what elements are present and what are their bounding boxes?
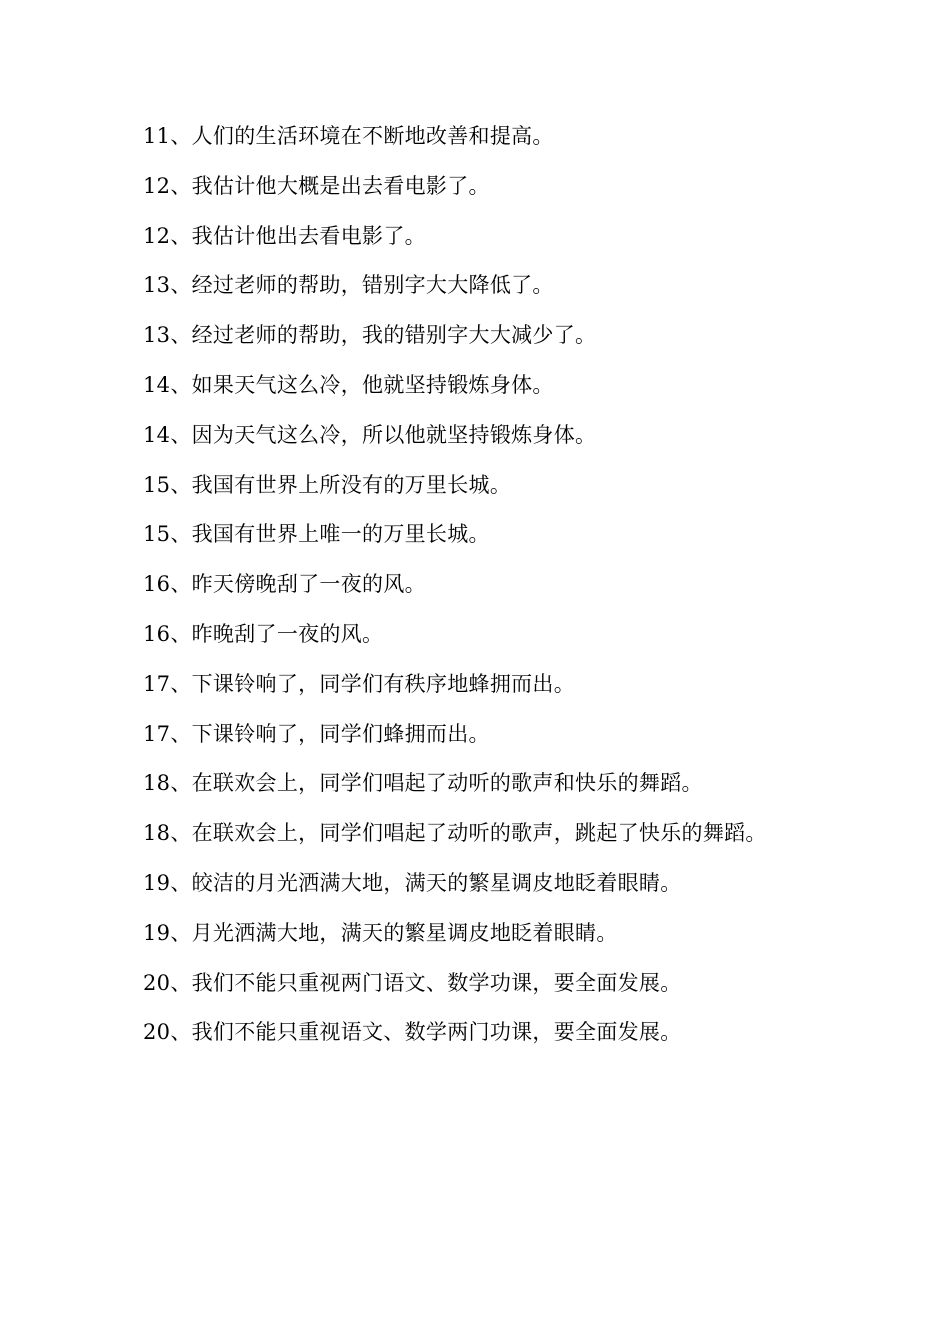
sentence-line: 12、我估计他大概是出去看电影了。 <box>143 173 490 198</box>
sentence-line: 17、下课铃响了，同学们蜂拥而出。 <box>143 721 490 746</box>
sentence-line: 20、我们不能只重视语文、数学两门功课，要全面发展。 <box>143 1020 682 1045</box>
sentence-line: 19、月光洒满大地，满天的繁星调皮地眨着眼睛。 <box>143 920 618 945</box>
sentence-line: 13、经过老师的帮助，我的错别字大大减少了。 <box>143 323 597 348</box>
sentence-line: 14、因为天气这么冷，所以他就坚持锻炼身体。 <box>143 422 597 447</box>
sentence-line: 18、在联欢会上，同学们唱起了动听的歌声和快乐的舞蹈。 <box>143 771 703 796</box>
sentence-line: 16、昨晚刮了一夜的风。 <box>143 621 384 646</box>
sentence-line: 20、我们不能只重视两门语文、数学功课，要全面发展。 <box>143 970 682 995</box>
sentence-line: 15、我国有世界上所没有的万里长城。 <box>143 472 512 497</box>
sentence-line: 16、昨天傍晚刮了一夜的风。 <box>143 572 426 597</box>
sentence-line: 13、经过老师的帮助，错别字大大降低了。 <box>143 273 554 298</box>
sentence-line: 19、皎洁的月光洒满大地，满天的繁星调皮地眨着眼睛。 <box>143 870 682 895</box>
sentence-line: 12、我估计他出去看电影了。 <box>143 223 426 248</box>
sentence-line: 17、下课铃响了，同学们有秩序地蜂拥而出。 <box>143 671 576 696</box>
sentence-list <box>143 118 933 1064</box>
sentence-line: 15、我国有世界上唯一的万里长城。 <box>143 522 490 547</box>
sentence-line: 14、如果天气这么冷，他就坚持锻炼身体。 <box>143 372 554 397</box>
sentence-line: 11、人们的生活环境在不断地改善和提高。 <box>143 124 554 148</box>
sentence-line: 18、在联欢会上，同学们唱起了动听的歌声，跳起了快乐的舞蹈。 <box>143 821 767 846</box>
